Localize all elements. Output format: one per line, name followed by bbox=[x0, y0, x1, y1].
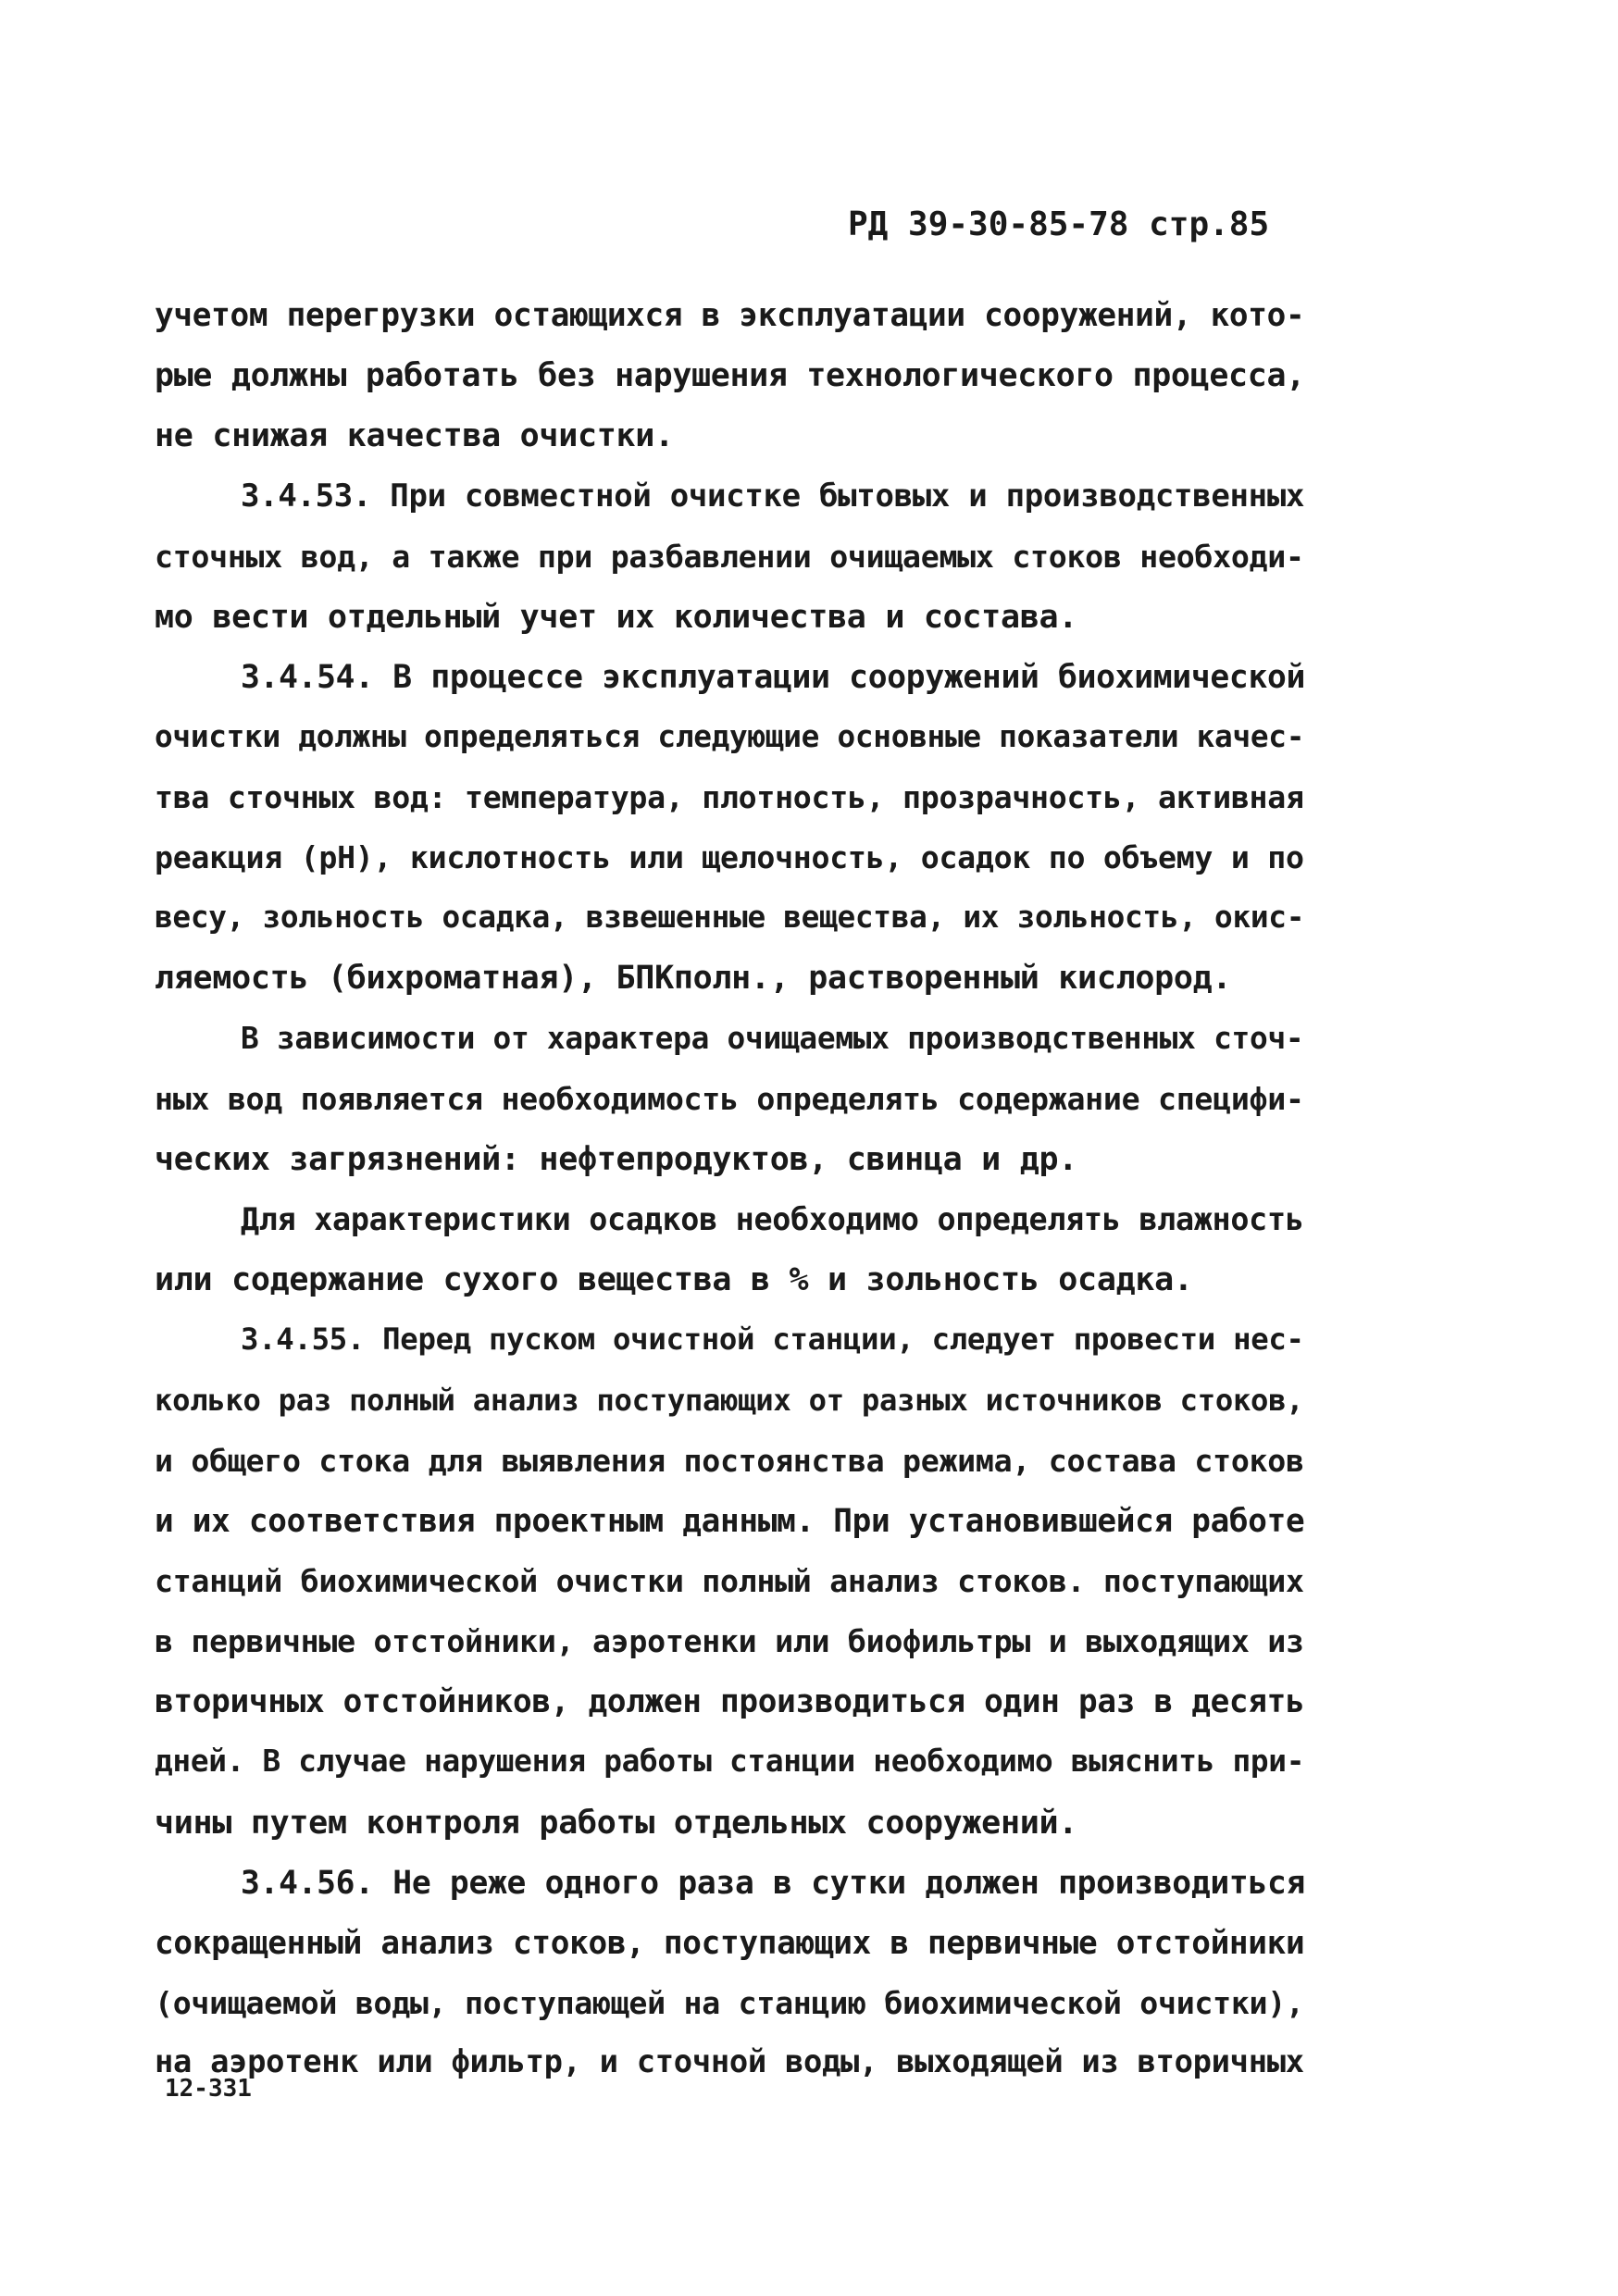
text-line: и общего стока для выявления постоянства режима, состава стоков bbox=[155, 1443, 1304, 1479]
text-line: рые должны работать без нарушения технологического процесса, bbox=[155, 357, 1305, 394]
page-footer-code: 12-331 bbox=[165, 2075, 252, 2103]
text-line: ных вод появляется необходимость определять содержание специфи- bbox=[155, 1081, 1304, 1117]
text-line: ляемость (бихроматная), БПКполн., растворенный кислород. bbox=[155, 960, 1232, 997]
text-line: станций биохимической очистки полный анализ стоков. поступающих bbox=[155, 1563, 1304, 1599]
text-line: дней. В случае нарушения работы станции необходимо выяснить при- bbox=[155, 1744, 1305, 1779]
text-line: (очищаемой воды, поступающей на станцию биохимической очистки), bbox=[155, 1985, 1304, 2021]
text-line: сточных вод, а также при разбавлении очищаемых стоков необходи- bbox=[155, 539, 1304, 575]
text-line: В зависимости от характера очищаемых производственных сточ- bbox=[241, 1021, 1304, 1056]
text-line: реакция (рН), кислотность или щелочность, осадок по объему и по bbox=[155, 839, 1304, 875]
text-line: мо вести отдельный учет их количества и состава. bbox=[155, 599, 1078, 636]
text-line: или содержание сухого вещества в % и зольность осадка. bbox=[155, 1261, 1193, 1298]
text-line: очистки должны определяться следующие основные показатели качес- bbox=[155, 719, 1305, 754]
text-line: 3.4.53. При совместной очистке бытовых и производственных bbox=[241, 478, 1305, 515]
text-line: и их соответствия проектным данным. При установившейся работе bbox=[155, 1503, 1305, 1540]
text-line: не снижая качества очистки. bbox=[155, 417, 674, 454]
text-line: весу, зольность осадка, взвешенные вещества, их зольность, окис- bbox=[155, 900, 1305, 935]
text-line: в первичные отстойники, аэротенки или биофильтры и выходящих из bbox=[155, 1623, 1304, 1659]
text-line: Для характеристики осадков необходимо определять влажность bbox=[241, 1201, 1304, 1237]
text-line: колько раз полный анализ поступающих от разных источников стоков, bbox=[155, 1383, 1304, 1418]
text-line: чины путем контроля работы отдельных сооружений. bbox=[155, 1805, 1078, 1842]
text-line: вторичных отстойников, должен производиться один раз в десять bbox=[155, 1683, 1305, 1720]
text-line: сокращенный анализ стоков, поступающих в первичные отстойники bbox=[155, 1925, 1305, 1962]
text-line: 3.4.55. Перед пуском очистной станции, следует провести нес- bbox=[241, 1322, 1304, 1357]
text-line: учетом перегрузки остающихся в эксплуатации сооружений, кото- bbox=[155, 297, 1305, 334]
text-line: ческих загрязнений: нефтепродуктов, свинца и др. bbox=[155, 1141, 1078, 1178]
page-header: РД 39-30-85-78 стр.85 bbox=[848, 205, 1270, 243]
text-line: 3.4.54. В процессе эксплуатации сооружений биохимической bbox=[241, 659, 1306, 696]
text-line: на аэротенк или фильтр, и сточной воды, выходящей из вторичных bbox=[155, 2043, 1304, 2079]
text-line: 3.4.56. Не реже одного раза в сутки должен производиться bbox=[241, 1865, 1306, 1902]
text-line: тва сточных вод: температура, плотность, прозрачность, активная bbox=[155, 779, 1304, 815]
